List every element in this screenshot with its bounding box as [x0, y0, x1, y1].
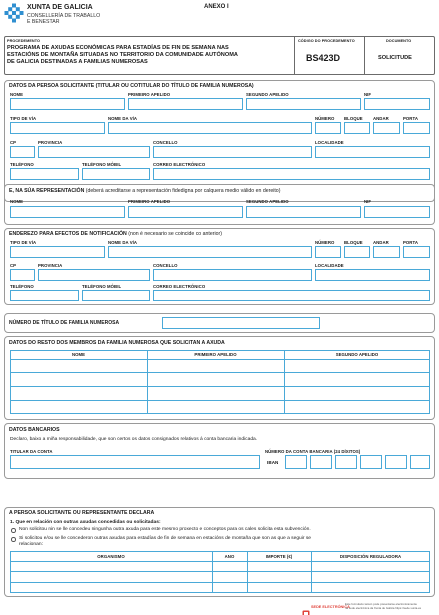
andar-label: ANDAR	[373, 116, 389, 121]
notif-telefono-input[interactable]	[10, 290, 79, 301]
aids-col-importe: IMPORTE (€)	[265, 554, 293, 559]
account-holder-input[interactable]	[10, 455, 260, 469]
bloque-label: BLOQUE	[344, 116, 363, 121]
org-department: CONSELLERÍA DE TRABALLO	[27, 13, 101, 19]
applicant-porta-input[interactable]	[403, 122, 430, 134]
notif-bloque-label: BLOQUE	[344, 240, 363, 245]
notif-provincia-label: PROVINCIA	[38, 263, 63, 268]
notif-provincia-input[interactable]	[38, 269, 150, 281]
correo-label: CORREO ELECTRÓNICO	[153, 162, 206, 167]
applicant-segundo-apelido-input[interactable]	[246, 98, 361, 110]
xunta-cross-icon	[4, 3, 24, 23]
sede-electronica-brand: SEDE ELECTRÓNICA	[311, 605, 350, 609]
notif-localidade-input[interactable]	[315, 269, 430, 281]
account-block-2-input[interactable]	[335, 455, 357, 469]
applicant-nome-via-input[interactable]	[108, 122, 312, 134]
notif-andar-label: ANDAR	[373, 240, 389, 245]
representative-title: E, NA SÚA REPRESENTACIÓN (deberá acreditarse a representación fidedigna por calquera medio válido en dereito)	[9, 188, 281, 194]
rep-primeiro-apelido-label: PRIMEIRO APELIDO	[128, 199, 171, 204]
members-row-1[interactable]	[11, 360, 429, 372]
aids-row-3[interactable]	[11, 583, 429, 592]
notif-tipo-via-label: TIPO DE VÍA	[10, 240, 37, 245]
option-yes-aid-text: Si solicitou e/ou se lle concederon outras axudas para estadías de fin de semana en estacións de montaña que son as que a seguir se	[19, 536, 311, 541]
rep-nif-input[interactable]	[364, 206, 430, 218]
notif-tipo-via-input[interactable]	[10, 246, 105, 258]
family-number-label: NÚMERO DE TÍTULO DE FAMILIA NUMEROSA	[9, 320, 120, 326]
rep-nif-label: NIF	[364, 199, 372, 204]
option-yes-aid-text-2: relacionan:	[19, 542, 43, 547]
applicant-concello-input[interactable]	[153, 146, 312, 158]
option-no-aid-text: Non solicitou nin se lle concedeu ningunha outra axuda para este mesmo proxecto e conceptos para os cales solicita esta subvención.	[19, 527, 311, 532]
notif-concello-label: CONCELLO	[153, 263, 178, 268]
iban-label: IBAN	[267, 460, 279, 465]
document-type: SOLICITUDE	[378, 55, 412, 61]
rep-primeiro-apelido-input[interactable]	[128, 206, 243, 218]
notif-numero-input[interactable]	[315, 246, 341, 258]
aids-col-disposicion: DISPOSICIÓN REGULADORA	[339, 554, 402, 559]
bank-title: DATOS BANCARIOS	[9, 427, 60, 433]
declaration-item-1: 1. Que en relación con outras axudas concedidas ou solicitadas:	[10, 520, 161, 525]
procedure-label: PROCEDEMENTO	[7, 39, 41, 43]
account-block-3-input[interactable]	[360, 455, 382, 469]
members-row-2[interactable]	[11, 373, 429, 386]
applicant-nif-input[interactable]	[364, 98, 430, 110]
sede-electronica-icon	[302, 610, 310, 615]
bank-declaration: Declaro, baixo a miña responsabilidade, que son certos os datos consignados relativos á conta bancaria indicada.	[10, 437, 258, 442]
primeiro-apelido-label: PRIMEIRO APELIDO	[128, 92, 171, 97]
notif-cp-input[interactable]	[10, 269, 35, 281]
applicant-nome-input[interactable]	[10, 98, 125, 110]
declaration-title: A PERSOA SOLICITANTE OU REPRESENTANTE DECLARA	[9, 510, 155, 516]
telefono-label: TELÉFONO	[10, 162, 34, 167]
applicant-numero-input[interactable]	[315, 122, 341, 134]
account-block-1-input[interactable]	[310, 455, 332, 469]
option-no-aid-radio[interactable]	[11, 528, 16, 533]
footer-note: Este formulario tamén pode presentarse electronicamente na sede electrónica da Xunta de Galicia https://sede.xunta.es	[345, 602, 422, 610]
notif-correo-input[interactable]	[153, 290, 430, 301]
applicant-andar-input[interactable]	[373, 122, 400, 134]
bank-section	[4, 423, 435, 479]
notif-numero-label: NÚMERO	[315, 240, 335, 245]
cp-label: CP	[10, 140, 17, 145]
iban-input[interactable]	[285, 455, 307, 469]
members-row-3[interactable]	[11, 387, 429, 400]
applicant-provincia-input[interactable]	[38, 146, 150, 158]
account-block-4-input[interactable]	[385, 455, 407, 469]
notif-nome-via-input[interactable]	[108, 246, 312, 258]
notif-telefono-label: TELÉFONO	[10, 284, 34, 289]
xunta-logo	[4, 3, 24, 23]
applicant-bloque-input[interactable]	[344, 122, 370, 134]
aids-col-ano: ANO	[224, 554, 235, 559]
nome-label: NOME	[10, 92, 24, 97]
family-number-input[interactable]	[162, 317, 320, 329]
notification-title: ENDEREZO PARA EFECTOS DE NOTIFICACIÓN (non é necesario se coincide co anterior)	[9, 231, 222, 237]
notif-porta-label: PORTA	[403, 240, 418, 245]
members-col-segundo-apelido: SEGUNDO APELIDO	[335, 352, 379, 357]
rep-nome-label: NOME	[10, 199, 24, 204]
notif-porta-input[interactable]	[403, 246, 430, 258]
notif-nome-via-label: NOME DA VÍA	[108, 240, 138, 245]
applicant-telefono-input[interactable]	[10, 168, 79, 180]
applicant-title: DATOS DA PERSOA SOLICITANTE (TITULAR OU COTITULAR DO TÍTULO DE FAMILIA NUMEROSA)	[9, 83, 254, 89]
applicant-telefono-mobil-input[interactable]	[82, 168, 150, 180]
notif-cp-label: CP	[10, 263, 17, 268]
telefono-mobil-label: TELÉFONO MÓBIL	[82, 162, 122, 167]
annex-label: ANEXO I	[204, 4, 229, 10]
applicant-localidade-input[interactable]	[315, 146, 430, 158]
option-yes-aid-radio[interactable]	[11, 537, 16, 542]
procedure-code: BS423D	[306, 53, 341, 63]
applicant-cp-input[interactable]	[10, 146, 35, 158]
account-block-5-input[interactable]	[410, 455, 430, 469]
rep-segundo-apelido-input[interactable]	[246, 206, 361, 218]
numero-label: NÚMERO	[315, 116, 335, 121]
sede-electronica-logo	[302, 604, 310, 611]
tipo-via-label: TIPO DE VÍA	[10, 116, 37, 121]
notif-bloque-input[interactable]	[344, 246, 370, 258]
notif-telefono-mobil-label: TELÉFONO MÓBIL	[82, 284, 122, 289]
provincia-label: PROVINCIA	[38, 140, 63, 145]
notif-telefono-mobil-input[interactable]	[82, 290, 150, 301]
notif-correo-label: CORREO ELECTRÓNICO	[153, 284, 206, 289]
nif-label: NIF	[364, 92, 372, 97]
segundo-apelido-label: SEGUNDO APELIDO	[246, 92, 289, 97]
applicant-primeiro-apelido-input[interactable]	[128, 98, 243, 110]
aids-col-organismo: ORGANISMO	[97, 554, 125, 559]
procedure-title: PROGRAMA DE AXUDAS ECONÓMICAS PARA ESTADÍAS DE FIN DE SEMANA NAS ESTACIÓNS DE MONTAÑA SITUADAS NO TERRITORIO DA COMUNIDADE AUTÓNOMA DE GALICIA DESTINADAS A FAMILIAS NUMEROSAS	[7, 45, 238, 65]
notif-concello-input[interactable]	[153, 269, 312, 281]
members-col-primeiro-apelido: PRIMEIRO APELIDO	[194, 352, 237, 357]
notif-andar-input[interactable]	[373, 246, 400, 258]
nome-via-label: NOME DA VÍA	[108, 116, 138, 121]
org-name: XUNTA DE GALICIA	[27, 4, 93, 11]
porta-label: PORTA	[403, 116, 418, 121]
members-title: DATOS DO RESTO DOS MEMBROS DA FAMILIA NUMEROSA QUE SOLICITAN A AXUDA	[9, 340, 225, 346]
members-row-4[interactable]	[11, 401, 429, 413]
concello-label: CONCELLO	[153, 140, 178, 145]
org-department-2: E BENESTAR	[27, 19, 60, 25]
procedure-code-label: CÓDIGO DO PROCEDEMENTO	[298, 39, 355, 43]
rep-nome-input[interactable]	[10, 206, 125, 218]
applicant-correo-input[interactable]	[153, 168, 430, 180]
notif-localidade-label: LOCALIDADE	[315, 263, 344, 268]
rep-segundo-apelido-label: SEGUNDO APELIDO	[246, 199, 289, 204]
members-col-nome: NOME	[71, 352, 86, 357]
account-number-label: NÚMERO DA CONTA BANCARIA (24 DÍXITOS)	[265, 449, 361, 454]
aids-row-1[interactable]	[11, 562, 429, 571]
aids-row-2[interactable]	[11, 572, 429, 582]
account-holder-label: TITULAR DA CONTA	[10, 449, 53, 454]
localidade-label: LOCALIDADE	[315, 140, 344, 145]
applicant-tipo-via-input[interactable]	[10, 122, 105, 134]
document-label: DOCUMENTO	[386, 39, 412, 43]
